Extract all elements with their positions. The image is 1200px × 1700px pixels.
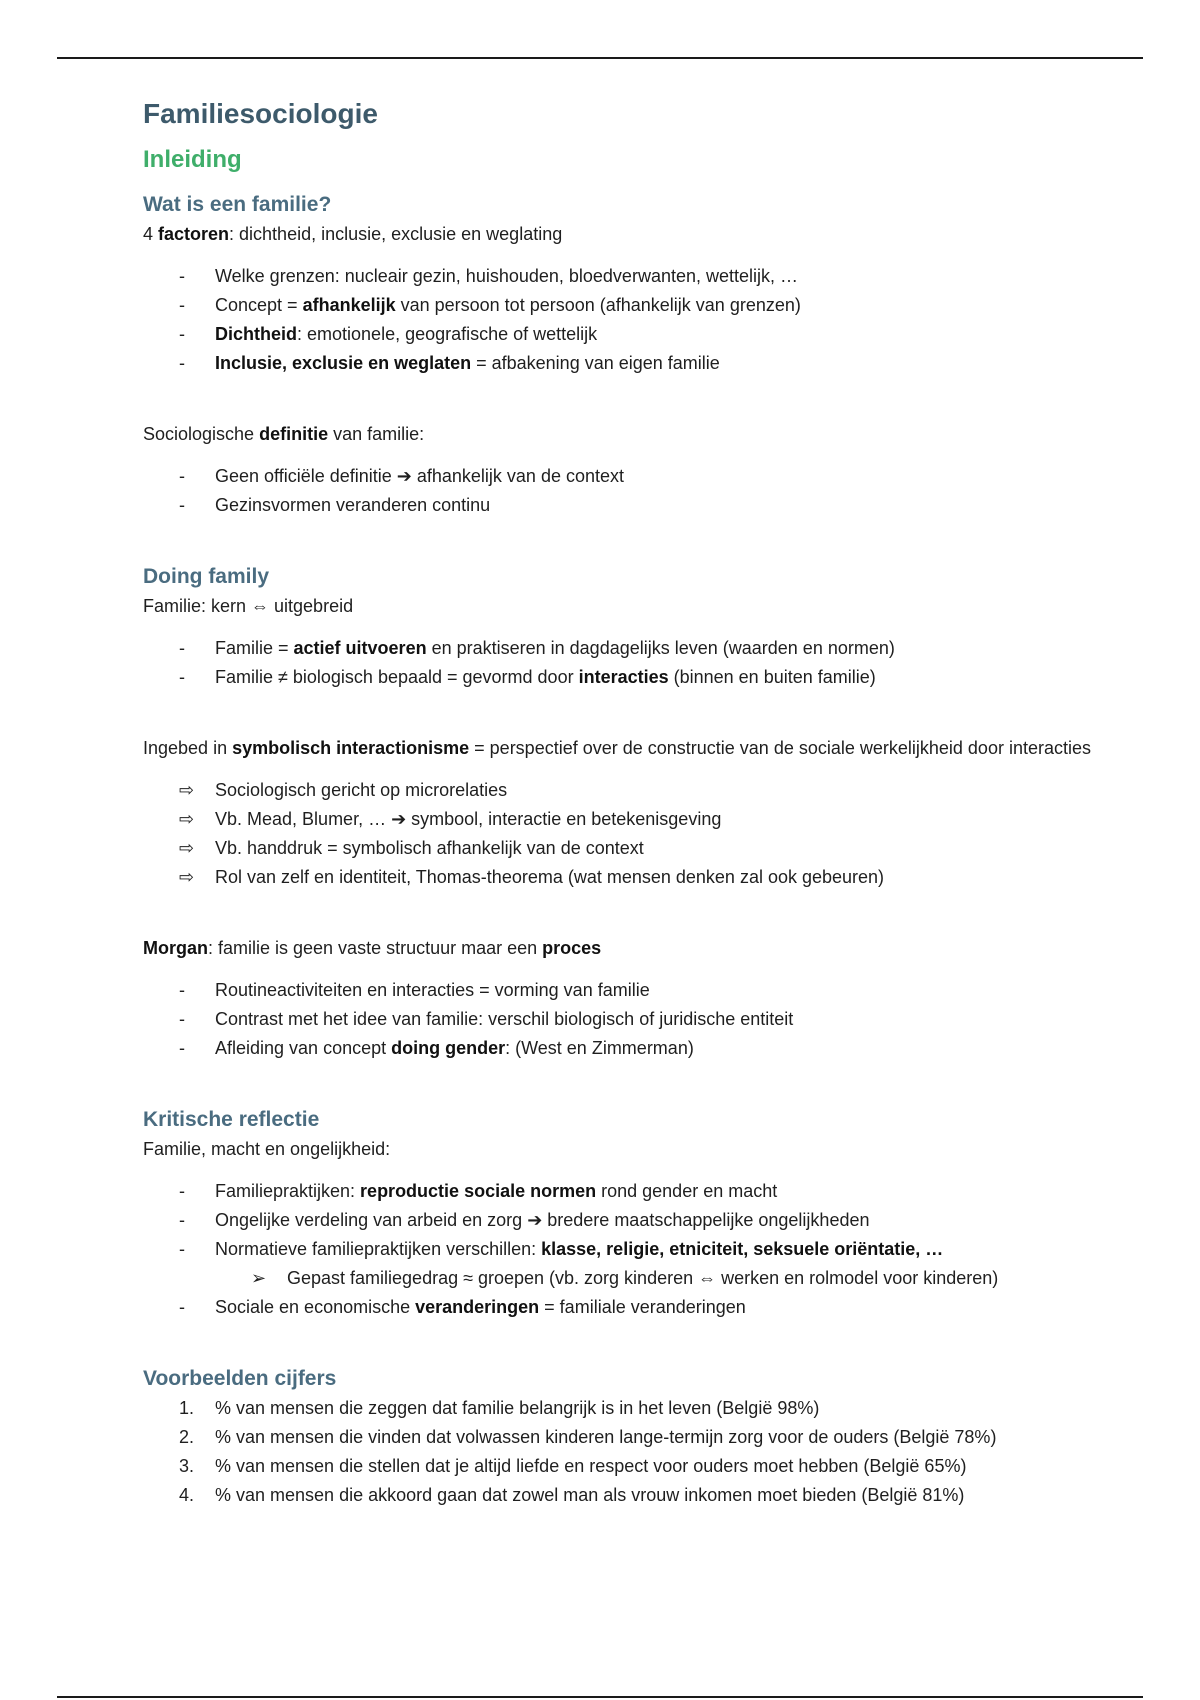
kern-paragraph xyxy=(143,592,1103,620)
bold-text: interacties xyxy=(578,667,669,687)
bullet-marker: - xyxy=(179,495,185,515)
bullet-marker: - xyxy=(179,1009,185,1029)
text-run: rond gender en macht xyxy=(596,1181,778,1201)
subheading-kritische-reflectie: Kritische reflectie xyxy=(143,1108,320,1131)
list-item xyxy=(143,1177,1103,1206)
bullet-marker: - xyxy=(179,1038,185,1058)
text-run: Sociale en economische xyxy=(215,1297,416,1317)
factoren-paragraph xyxy=(143,220,1103,248)
text-run: = familiale veranderingen xyxy=(539,1297,746,1317)
kritische-list xyxy=(143,1177,1103,1322)
list-item xyxy=(143,349,1103,378)
cijfers-list xyxy=(143,1394,1103,1510)
bold-text: Inclusie, exclusie en weglaten xyxy=(215,353,472,373)
list-item xyxy=(143,1034,1103,1063)
list-item xyxy=(143,663,1103,692)
bullet-marker: ➢ xyxy=(251,1268,267,1288)
text-run: Familie: kern ⇔ uitgebreid xyxy=(143,596,354,616)
list-item xyxy=(143,1264,1103,1293)
text-run: Concept = xyxy=(215,295,303,315)
text-run: Vb. Mead, Blumer, … ➔ symbool, interactie en betekenisgeving xyxy=(215,809,722,829)
bold-text: symbolisch interactionisme xyxy=(232,738,470,758)
morgan-paragraph xyxy=(143,934,1103,962)
list-item xyxy=(143,1481,1103,1510)
bullet-marker: ⇨ xyxy=(179,867,195,887)
bullet-marker: - xyxy=(179,1181,185,1201)
list-item xyxy=(143,320,1103,349)
list-item xyxy=(143,776,1103,805)
text-run: Sociologisch gericht op microrelaties xyxy=(215,780,508,800)
text-run: : emotionele, geografische of wettelijk xyxy=(297,324,598,344)
list-item xyxy=(143,805,1103,834)
bullet-marker: 3. xyxy=(179,1456,195,1476)
top-rule xyxy=(57,57,1143,59)
bold-text: klasse, religie, etniciteit, seksuele oriëntatie, … xyxy=(541,1239,944,1259)
text-run: Vb. handdruk = symbolisch afhankelijk van de context xyxy=(215,838,644,858)
bullet-marker: - xyxy=(179,638,185,658)
bold-text: doing gender xyxy=(391,1038,506,1058)
doing-family-list xyxy=(143,634,1103,692)
list-item xyxy=(143,291,1103,320)
subheading-wat-is-een-familie: Wat is een familie? xyxy=(143,193,332,216)
list-item xyxy=(143,834,1103,863)
bold-text: definitie xyxy=(259,424,329,444)
bullet-marker: - xyxy=(179,466,185,486)
text-run: Contrast met het idee van familie: verschil biologisch of juridische entiteit xyxy=(215,1009,794,1029)
text-run: = perspectief over de constructie van de sociale werkelijkheid door interacties xyxy=(469,738,1091,758)
bold-text: Morgan xyxy=(143,938,208,958)
factoren-list xyxy=(143,262,1103,378)
bold-text: reproductie sociale normen xyxy=(360,1181,597,1201)
list-item xyxy=(143,262,1103,291)
text-run: = afbakening van eigen familie xyxy=(471,353,720,373)
bullet-marker: - xyxy=(179,1297,185,1317)
text-run: Routineactiviteiten en interacties = vorming van familie xyxy=(215,980,650,1000)
morgan-list xyxy=(143,976,1103,1063)
list-item xyxy=(143,1293,1103,1322)
bold-text: Dichtheid xyxy=(215,324,298,344)
subheading-doing-family: Doing family xyxy=(143,565,270,588)
text-run: van familie: xyxy=(328,424,425,444)
text-run: en praktiseren in dagdagelijks leven (waarden en normen) xyxy=(426,638,895,658)
text-run: % van mensen die vinden dat volwassen kinderen lange-termijn zorg voor de ouders (België 78%) xyxy=(215,1427,997,1447)
bullet-marker: 2. xyxy=(179,1427,195,1447)
list-item xyxy=(143,491,1103,520)
text-run: Gepast familiegedrag ≈ groepen (vb. zorg kinderen ⇔ werken en rolmodel voor kinderen) xyxy=(287,1268,999,1288)
list-item xyxy=(143,1394,1103,1423)
text-run: Familie, macht en ongelijkheid: xyxy=(143,1139,391,1159)
text-run: : dichtheid, inclusie, exclusie en weglating xyxy=(229,224,563,244)
bullet-marker: - xyxy=(179,353,185,373)
bullet-marker: - xyxy=(179,324,185,344)
list-item xyxy=(143,1235,1103,1264)
symbolisch-paragraph xyxy=(143,734,1103,762)
text-run: % van mensen die stellen dat je altijd liefde en respect voor ouders moet hebben (België 65%) xyxy=(215,1456,967,1476)
document-title: Familiesociologie xyxy=(143,98,378,129)
bullet-marker: ⇨ xyxy=(179,780,195,800)
document-body xyxy=(143,94,1103,1510)
list-item xyxy=(143,1452,1103,1481)
text-run: % van mensen die zeggen dat familie belangrijk is in het leven (België 98%) xyxy=(215,1398,820,1418)
list-item xyxy=(143,1206,1103,1235)
text-run: Ingebed in xyxy=(143,738,233,758)
text-run: (binnen en buiten familie) xyxy=(668,667,876,687)
bullet-marker: ⇨ xyxy=(179,838,195,858)
bold-text: factoren xyxy=(158,224,230,244)
list-item xyxy=(143,462,1103,491)
text-run: Familie ≠ biologisch bepaald = gevormd door xyxy=(215,667,579,687)
bullet-marker: - xyxy=(179,1210,185,1230)
text-run: : familie is geen vaste structuur maar een xyxy=(208,938,543,958)
bold-text: veranderingen xyxy=(415,1297,540,1317)
list-item xyxy=(143,976,1103,1005)
definitie-paragraph xyxy=(143,420,1103,448)
text-run: Sociologische xyxy=(143,424,260,444)
bottom-rule xyxy=(57,1696,1143,1698)
bullet-marker: - xyxy=(179,266,185,286)
text-run: Geen officiële definitie ➔ afhankelijk van de context xyxy=(215,466,624,486)
text-run: Familiepraktijken: xyxy=(215,1181,361,1201)
bold-text: afhankelijk xyxy=(302,295,396,315)
text-run: Normatieve familiepraktijken verschillen: xyxy=(215,1239,542,1259)
list-item xyxy=(143,1005,1103,1034)
bullet-marker: - xyxy=(179,1239,185,1259)
section-heading-inleiding: Inleiding xyxy=(143,146,242,173)
bullet-marker: ⇨ xyxy=(179,809,195,829)
definitie-list xyxy=(143,462,1103,520)
symbolisch-list xyxy=(143,776,1103,892)
subheading-voorbeelden-cijfers: Voorbeelden cijfers xyxy=(143,1367,337,1390)
text-run: Ongelijke verdeling van arbeid en zorg ➔ bredere maatschappelijke ongelijkheden xyxy=(215,1210,870,1230)
bullet-marker: - xyxy=(179,667,185,687)
bullet-marker: 4. xyxy=(179,1485,195,1505)
text-run: van persoon tot persoon (afhankelijk van grenzen) xyxy=(395,295,801,315)
bold-text: actief uitvoeren xyxy=(293,638,427,658)
text-run: % van mensen die akkoord gaan dat zowel man als vrouw inkomen moet bieden (België 81%) xyxy=(215,1485,965,1505)
text-run: Welke grenzen: nucleair gezin, huishouden, bloedverwanten, wettelijk, … xyxy=(215,266,799,286)
text-run: : (West en Zimmerman) xyxy=(505,1038,694,1058)
macht-paragraph xyxy=(143,1135,1103,1163)
bullet-marker: 1. xyxy=(179,1398,195,1418)
list-item xyxy=(143,863,1103,892)
bullet-marker: - xyxy=(179,295,185,315)
text-run: 4 xyxy=(143,224,159,244)
text-run: Gezinsvormen veranderen continu xyxy=(215,495,491,515)
list-item xyxy=(143,1423,1103,1452)
text-run: Afleiding van concept xyxy=(215,1038,392,1058)
list-item xyxy=(143,634,1103,663)
bold-text: proces xyxy=(542,938,602,958)
bullet-marker: - xyxy=(179,980,185,1000)
text-run: Familie = xyxy=(215,638,294,658)
text-run: Rol van zelf en identiteit, Thomas-theorema (wat mensen denken zal ook gebeuren) xyxy=(215,867,885,887)
